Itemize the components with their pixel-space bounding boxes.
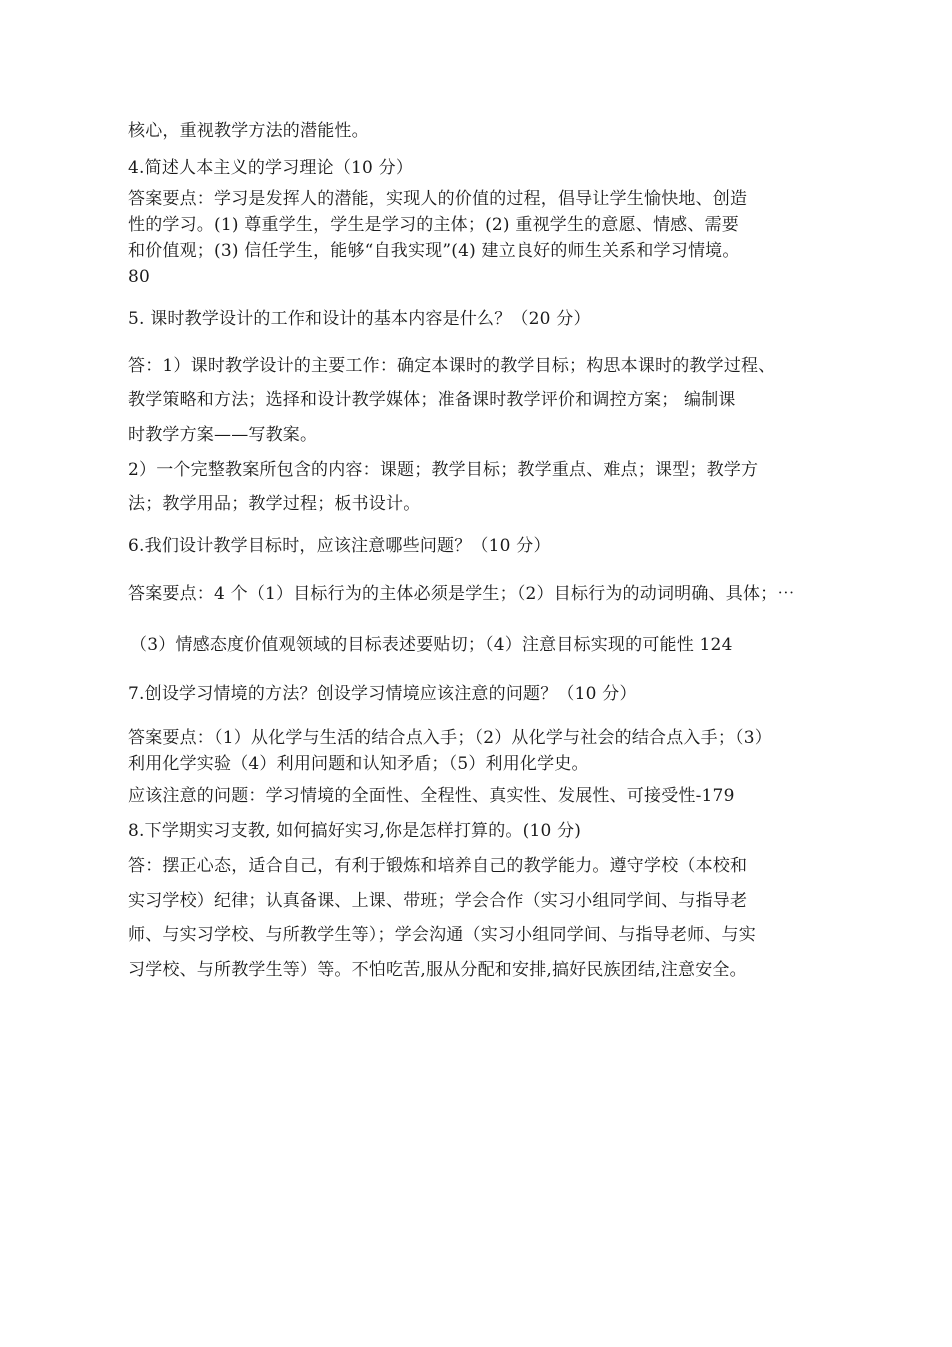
text-line: 法；教学用品；教学过程；板书设计。 [128, 494, 421, 514]
question-heading: 8.下学期实习支教, 如何搞好实习,你是怎样打算的。(10 分) [128, 821, 582, 841]
text-line: 习学校、与所教学生等）等。不怕吃苦,服从分配和安排,搞好民族团结,注意安全。 [128, 960, 747, 980]
question-heading: 7.创设学习情境的方法？创设学习情境应该注意的问题？（10 分） [128, 684, 637, 704]
text-line: 答：摆正心态，适合自己，有利于锻炼和培养自己的教学能力。遵守学校（本校和 [128, 856, 748, 876]
text-line: 答案要点：4 个（1）目标行为的主体必须是学生；（2）目标行为的动词明确、具体；⋯ [128, 584, 795, 604]
text-line: 教学策略和方法；选择和设计教学媒体；准备课时教学评价和调控方案； 编制课 [128, 390, 736, 410]
question-heading: 6.我们设计教学目标时，应该注意哪些问题？（10 分） [128, 536, 551, 556]
text-line: 时教学方案——写教案。 [128, 425, 318, 445]
text-line: 答案要点：（1）从化学与生活的结合点入手；（2）从化学与社会的结合点入手；（3） [128, 728, 772, 748]
question-heading: 4.简述人本主义的学习理论（10 分） [128, 158, 414, 178]
text-line: 利用化学实验（4）利用问题和认知矛盾；（5）利用化学史。 [128, 754, 589, 774]
text-line: 核心，重视教学方法的潜能性。 [128, 121, 369, 141]
text-line: 答：1）课时教学设计的主要工作：确定本课时的教学目标；构思本课时的教学过程、 [128, 356, 776, 376]
text-line: 答案要点：学习是发挥人的潜能，实现人的价值的过程，倡导让学生愉快地、创造 [128, 189, 748, 209]
question-heading: 5. 课时教学设计的工作和设计的基本内容是什么？（20 分） [128, 309, 591, 329]
text-line: 80 [128, 267, 151, 287]
text-line: 性的学习。(1) 尊重学生，学生是学习的主体；(2) 重视学生的意愿、情感、需要 [128, 215, 739, 235]
text-line: 和价值观；(3) 信任学生，能够“自我实现”(4) 建立良好的师生关系和学习情境。 [128, 241, 740, 261]
text-line: （3）情感态度价值观领域的目标表述要贴切；（4）注意目标实现的可能性 124 [130, 635, 733, 655]
text-line: 实习学校）纪律；认真备课、上课、带班；学会合作（实习小组同学间、与指导老 [128, 891, 748, 911]
text-line: 2）一个完整教案所包含的内容：课题；教学目标；教学重点、难点；课型；教学方 [128, 460, 759, 480]
text-line: 应该注意的问题：学习情境的全面性、全程性、真实性、发展性、可接受性-179 [128, 786, 735, 806]
text-line: 师、与实习学校、与所教学生等）；学会沟通（实习小组同学间、与指导老师、与实 [128, 925, 756, 945]
